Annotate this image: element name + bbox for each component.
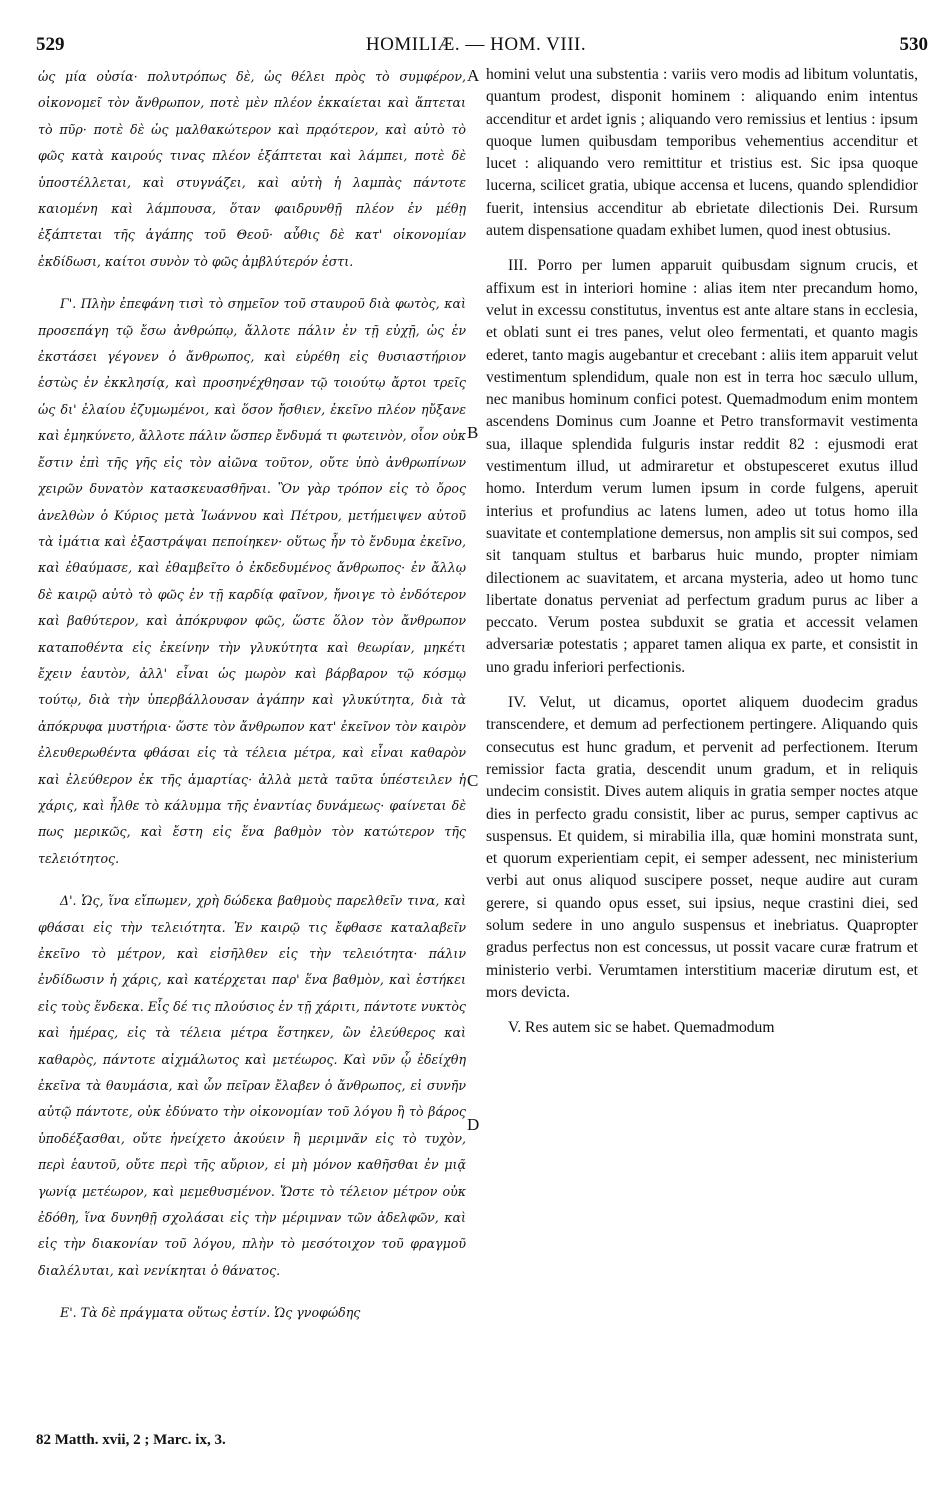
latin-column	[486, 64, 918, 1444]
greek-paragraph: Γ'. Πλὴν ἐπεφάνη τισὶ τὸ σημεῖον τοῦ σταυροῦ διὰ φωτὸς, καὶ προσεπάγη τῷ ἔσω ἀνθρώπῳ, ἄλλοτε πάλιν ἐν τῇ εὐχῇ, ὡς ἐν ἐκστάσει γέγονεν ὁ ἄνθρωπος, καὶ εὑρέθη εἰς θυσιαστήριον ἑστὼς ἐν ἐκκλησίᾳ, καὶ προσηνέχθησαν τῷ τοιούτῳ ἄρτοι τρεῖς ὡς δι' ἐλαίου ἐζυμωμένοι, καὶ ὅσον ἤσθιεν, ἐκεῖνο πλέον ηὔξανε καὶ ἐμηκύνετο, ἄλλοτε πάλιν ὥσπερ ἔνδυμά τι φωτεινὸν, οἷον οὐκ ἔστιν ἐπὶ τῆς γῆς εἰς τὸν αἰῶνα τοῦτον, οὔτε ὑπὸ ἀνθρωπίνων χειρῶν δυνατὸν κατασκευασθῆναι. Ὃν γὰρ τρόπον εἰς τὸ ὄρος ἀνελθὼν ὁ Κύριος μετὰ Ἰωάννου καὶ Πέτρου, μετήμειψεν αὐτοῦ τὰ ἱμάτια καὶ ἐξαστράψαι πεποίηκεν· οὕτως ἦν τὸ ἔνδυμα ἐκεῖνο, καὶ ἐθαύμασε, καὶ ἐθαμβεῖτο ὁ ἐκδεδυμένος ἄνθρωπος· ἐν ἄλλῳ δὲ καιρῷ αὐτὸ τὸ φῶς ἐν τῇ καρδίᾳ φαῖνον, ἤνοιγε τὸ ἐνδότερον καὶ βαθύτερον, καὶ ἀπόκρυφον φῶς, ὥστε ὅλον τὸν ἄνθρωπον καταποθέντα εἰς ἐκείνην τὴν γλυκύτητα καὶ θεωρίαν, μηκέτι ἔχειν ἑαυτὸν, ἀλλ' εἶναι ὡς μωρὸν καὶ βάρβαρον τῷ κόσμῳ τούτῳ, διὰ τὴν ὑπερβάλλουσαν ἀγάπην καὶ γλυκύτητα, διὰ τὰ ἀπόκρυφα μυστήρια· ὥστε τὸν ἄνθρωπον κατ' ἐκεῖνον τὸν καιρὸν ἐλευθερωθέντα φθάσαι εἰς τὰ τέλεια μέτρα, καὶ εἶναι καθαρὸν καὶ ἐλεύθερον ἐκ τῆς ἁμαρτίας· ἀλλὰ μετὰ ταῦτα ὑπέστειλεν ἡ χάρις, καὶ ἦλθε τὸ κάλυμμα τῆς ἐναντίας δυνάμεως· φαίνεται δὲ πως μερικῶς, καὶ ἔστη εἰς ἕνα βαθμὸν τὸν κατώτερον τῆς τελειότητος.	[38, 296, 466, 866]
margin-marker-c: C	[467, 771, 479, 790]
running-title: HOMILIÆ. — HOM. VIII.	[365, 34, 587, 55]
page-number-right: 530	[899, 34, 928, 55]
greek-paragraph: Ε'. Τὰ δὲ πράγματα οὕτως ἐστίν. Ὡς γνοφώδης	[60, 1305, 361, 1321]
greek-column	[38, 64, 466, 1444]
latin-paragraph: IV. Velut, ut dicamus, oportet aliquem duodecim gradus transcendere, et demum ad perfectionem pertingere. Aliquando quis consecutus est hunc gradum, et pervenit ad perfectionem. Iterum remissior facta gratia, descendit unum gradum, et in reliquis undecim consistit. Dives autem aliquis in gratia semper noctes atque dies in perfecto gradu consistit, liber ac purus, semper captivus ac suspensus. Et quidem, si mirabilia illa, quæ homini monstrata sunt, et quorum experientiam cepit, ei semper adessent, nec ministerium verbi aut onus aliquod suscipere posset, neque audire aut curam gerere, si quando opus esset, sui ipsius, neque crastini diei, sed solum sedere in uno angulo suspensus et inebriatus. Quapropter gradus perfectus non est concessus, ut possit vacare curæ fratrum et ministerio verbi. Verumtamen interstitium maceriæ dirutum est, et mors devicta.	[486, 694, 918, 1001]
latin-paragraph: III. Porro per lumen apparuit quibusdam signum crucis, et affixum est in interiori homine : alias item nter precandum homo, velut in excessu constitutus, inventus est ante altare stans in ecclesia, et oblati sunt ei tres panes, velut oleo fermentati, et quanto magis ederet, tanto magis augebantur et crecebant : aliis item apparuit velut vestimentum splendidum, quale non est in terra hoc sæculo ullum, nec manibus hominum confici potest. Quemadmodum enim montem ascendens Dominus cum Joanne et Petro transformavit vestimenta sua, illaque splendida fulguris instar reddit 82 : ejusmodi erat vestimentum illud, ut admiraretur et obstupesceret exutus illud homo. Interdum verum lumen ipsum in corde fulgens, aperuit interius et profundius ac latens lumen, adeo ut totus homo illa suavitate et contemplatione demersus, non amplis sit sui compos, sed sit tanquam stultus et barbarus huic mundo, propter nimiam dilectionem ac suavitatem, et arcana mysteria, adeo ut homo tunc libertate donatus perveniat ad perfectum gradum purus ac liber a peccato. Verum postea subduxit se gratia et accessit velamen adversariæ potestatis ; apparet tamen aliqua ex parte, et consistit in uno gradu inferiori perfectionis.	[486, 257, 918, 676]
greek-paragraph: Δ'. Ὡς, ἵνα εἴπωμεν, χρὴ δώδεκα βαθμοὺς παρελθεῖν τινα, καὶ φθάσαι εἰς τὴν τελειότητα. Ἐν καιρῷ τις ἔφθασε καταλαβεῖν ἐκεῖνο τὸ μέτρον, καὶ εἰσῆλθεν εἰς τὴν τελειότητα· πάλιν ἐνδίδωσιν ἡ χάρις, καὶ κατέρχεται παρ' ἕνα βαθμὸν, καὶ ἑστήκει εἰς τοὺς ἕνδεκα. Εἷς δέ τις πλούσιος ἐν τῇ χάριτι, πάντοτε νυκτὸς καὶ ἡμέρας, εἰς τὰ τέλεια μέτρα ἕστηκεν, ὢν ἐλεύθερος καὶ καθαρὸς, πάντοτε αἰχμάλωτος καὶ μετέωρος. Καὶ νῦν ᾧ ἐδείχθη ἐκεῖνα τὰ θαυμάσια, καὶ ὧν πεῖραν ἔλαβεν ὁ ἄνθρωπος, εἰ συνῆν αὐτῷ πάντοτε, οὐκ ἐδύνατο τὴν οἰκονομίαν τοῦ λόγου ἢ τὸ βάρος ὑποδέξασθαι, οὔτε ἠνείχετο ἀκούειν ἢ μεριμνᾶν εἰς τὸ τυχὸν, περὶ ἑαυτοῦ, οὔτε περὶ τῆς αὔριον, εἰ μὴ μόνον καθῆσθαι ἐν μιᾷ γωνίᾳ μετέωρον, καὶ μεμεθυσμένον. Ὥστε τὸ τέλειον μέτρον οὐκ ἐδόθη, ἵνα δυνηθῇ σχολάσαι εἰς τὴν μέριμναν τῶν ἀδελφῶν, καὶ εἰς τὴν διακονίαν τοῦ λόγου, πλὴν τὸ μεσότοιχον τοῦ φραγμοῦ διαλέλυται, καὶ νενίκηται ὁ θάνατος.	[38, 893, 466, 1278]
latin-paragraph: homini velut una substentia : variis vero modis ad libitum voluntatis, quantum prodest, disponit hominem : aliquando enim intentus accenditur et ardet ignis ; aliquando vero remissius et lentius : ipsum quoque lumen quibusdam temporibus vehementius accenditur et lucet : aliquando vero remittitur et tristius est. Sic ipsa quoque lucerna, scilicet gratia, ubique accensa et lucens, quando splendidior fuerit, intensius accenditur ab ebrietate dilectionis Dei. Rursum autem dispensatione quadam exhibet lumen, quod inest obtusius.	[486, 66, 918, 240]
margin-marker-a: A	[467, 66, 480, 85]
footnote: 82 Matth. xvii, 2 ; Marc. ix, 3.	[36, 1432, 226, 1448]
page-number-left: 529	[36, 34, 65, 55]
margin-marker-d: D	[467, 1115, 480, 1134]
running-header	[0, 34, 952, 60]
greek-paragraph: ὡς μία οὐσία· πολυτρόπως δὲ, ὡς θέλει πρὸς τὸ συμφέρον, οἰκονομεῖ τὸν ἄνθρωπον, ποτὲ μὲν πλέον ἐκκαίεται καὶ ἅπτεται τὸ πῦρ· ποτὲ δὲ ὡς μαλθακώτερον καὶ πρᾳότερον, καὶ αὐτὸ τὸ φῶς κατὰ καιρούς τινας πλέον ἐξάπτεται καὶ λάμπει, ποτὲ δὲ ὑποστέλλεται, καὶ στυγνάζει, καὶ αὐτὴ ἡ λαμπὰς πάντοτε καιομένη καὶ λάμπουσα, ὅταν φαιδρυνθῇ πλέον ἐν μέθῃ ἐξάπτεται τῆς ἀγάπης τοῦ Θεοῦ· αὖθις δὲ κατ' οἰκονομίαν ἐκδίδωσι, καίτοι συνὸν τὸ φῶς ἀμβλύτερόν ἐστι.	[38, 69, 466, 269]
margin-marker-b: B	[467, 423, 479, 442]
latin-paragraph: V. Res autem sic se habet. Quemadmodum	[508, 1019, 775, 1037]
